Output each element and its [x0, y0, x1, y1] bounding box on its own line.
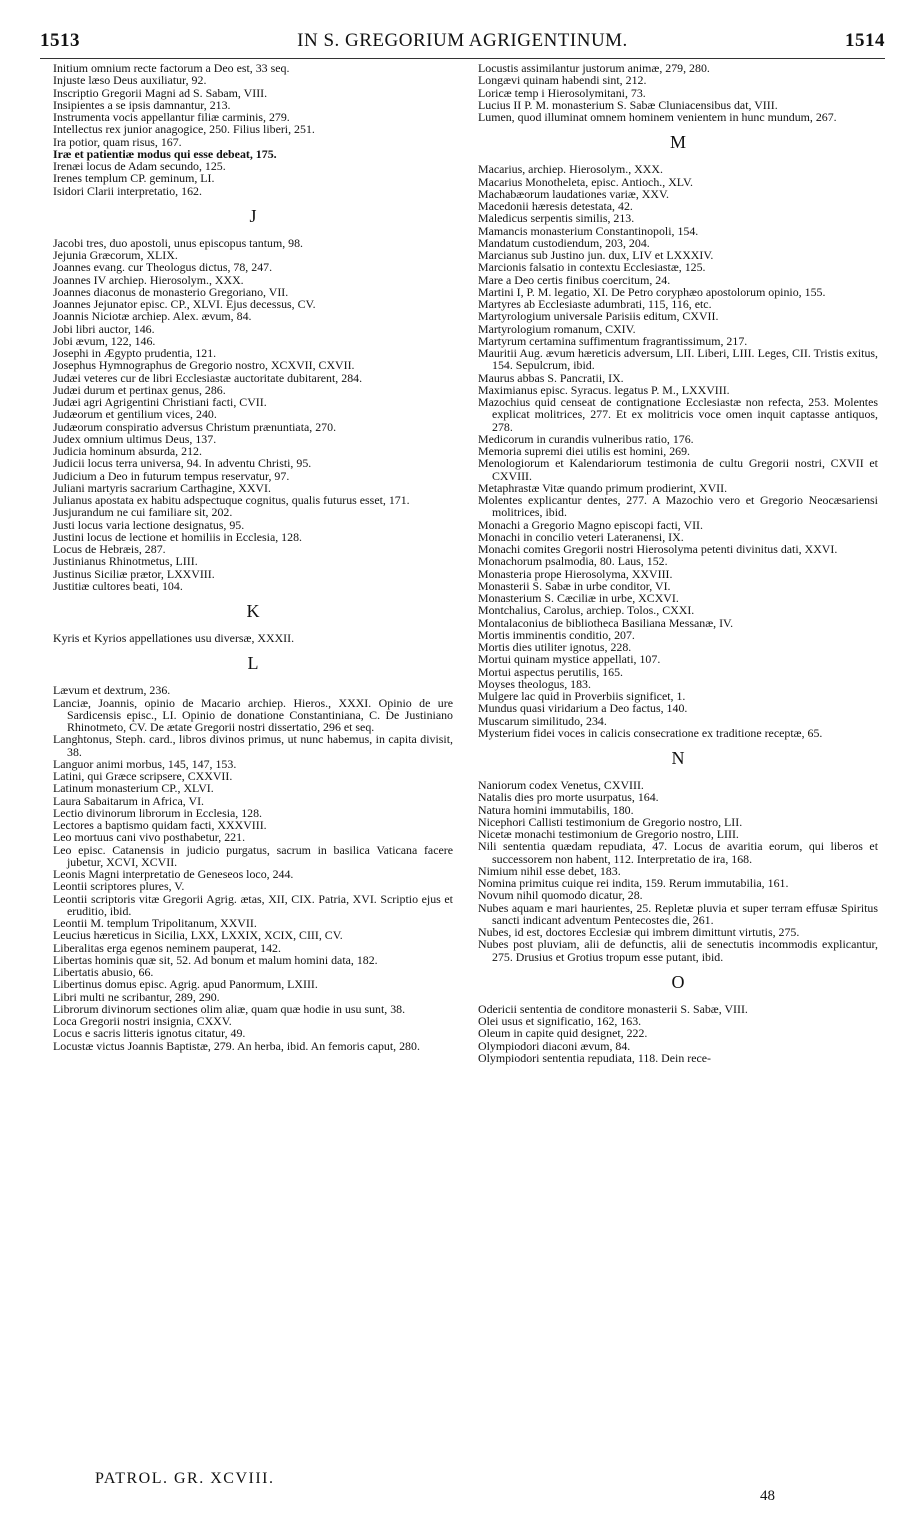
index-entry: Latini, qui Græce scripsere, CXXVII. [53, 769, 233, 783]
index-entry: Libri multi ne scribantur, 289, 290. [53, 989, 220, 1004]
index-entry: Leo episc. Catanensis in judicio purgatus, sacrum in basilica Vaticana facere jubetur, XCVI, XCVII. [53, 842, 453, 869]
index-entry: Loca Gregorii nostri insignia, CXXV. [53, 1014, 232, 1028]
index-entry: Leucius hæreticus in Sicilia, LXX, LXXIX, XCIX, CIII, CV. [53, 928, 343, 943]
index-entry: Mortis imminentis conditio, 207. [478, 627, 635, 642]
index-entry: Montchalius, Carolus, archiep. Tolos., CXXI. [478, 603, 695, 618]
index-entry: Insipientes a se ipsis damnantur, 213. [53, 97, 231, 112]
index-entry: Monachorum psalmodia, 80. Laus, 152. [478, 554, 668, 569]
index-entry: Martyres ab Ecclesiaste adumbrati, 115, 116, etc. [478, 297, 712, 311]
index-letter-heading: N [671, 748, 685, 768]
index-entry: Librorum divinorum sectiones olim aliæ, quam quæ hodie in usu sunt, 38. [53, 1001, 406, 1016]
index-entry: Maledicus serpentis similis, 213. [478, 211, 635, 226]
footer-signature: PATROL. GR. XCVIII. [95, 1470, 275, 1487]
index-entry: Justitiæ cultores beati, 104. [53, 578, 183, 593]
index-entry: Joannis Niciotæ archiep. Alex. ævum, 84. [53, 309, 252, 324]
index-entry: Jacobi tres, duo apostoli, unus episcopus tantum, 98. [53, 235, 304, 250]
index-entry: Nicetæ monachi testimonium de Gregorio nostro, LIII. [478, 827, 739, 841]
index-entry: Nubes aquam e mari haurientes, 25. Repletæ pluvia et super terram effusæ Spiritus sancti indicant adventum Pentecostes die, 261. [478, 900, 878, 927]
index-entry: Kyris et Kyrios appellationes usu diversæ, XXXII. [53, 631, 295, 645]
page-header [40, 30, 885, 56]
index-entry: Leontii scriptores plures, V. [53, 879, 185, 894]
index-entry: Judicii locus terra universa, 94. In adventu Christi, 95. [53, 456, 312, 471]
index-letter-heading: M [669, 132, 686, 153]
index-entry: Liberalitas erga egenos neminem pauperat, 142. [53, 940, 281, 955]
index-entry: Lumen, quod illuminat omnem hominem venientem in hunc mundum, 267. [478, 110, 837, 124]
index-entry: Lectores a baptismo quidam facti, XXXVIII. [53, 818, 267, 832]
index-entry: Natura homini immutabilis, 180. [478, 802, 634, 817]
index-entry: Nomina primitus cuique rei indita, 159. Rerum immutabilia, 161. [478, 876, 789, 890]
index-entry: Juliani martyris sacrarium Carthagine, XXVI. [53, 480, 271, 495]
index-entry: Martyrologium romanum, CXIV. [478, 321, 636, 336]
index-letter-heading: J [249, 205, 257, 226]
index-entry: Longævi quinam habendi sint, 212. [478, 73, 647, 88]
index-entry: Locus de Hebræis, 287. [53, 542, 166, 556]
index-entry: Macarius Monotheleta, episc. Antioch., XLV. [478, 174, 693, 189]
index-entry: Memoria supremi diei utilis est homini, 269. [478, 444, 691, 458]
index-entry: Judicia hominum absurda, 212. [53, 444, 202, 458]
index-entry: Mundus quasi viridarium a Deo factus, 140. [478, 701, 688, 716]
index-entry: Locustæ victus Joannis Baptistæ, 279. An herba, ibid. An femoris caput, 280. [53, 1038, 420, 1053]
index-entry: Marcianus sub Justino jun. dux, LIV et LXXXIV. [478, 248, 714, 262]
index-entry: Maurus abbas S. Pancratii, IX. [478, 370, 624, 385]
index-entry: Menologiorum et Kalendariorum testimonia de cultu Gregorii nostri, CXVII et CXVIII. [478, 456, 878, 483]
index-entry: Olei usus et significatio, 162, 163. [478, 1014, 642, 1028]
index-entry: Oleum in capite quid designet, 222. [478, 1026, 648, 1041]
index-entry: Leontii M. templum Tripolitanum, XXVII. [53, 916, 257, 930]
index-entry: Intellectus rex junior anagogice, 250. Filius liberi, 251. [53, 122, 315, 137]
index-entry: Medicorum in curandis vulneribus ratio, 176. [478, 431, 694, 446]
index-entry: Monasterii S. Sabæ in urbe conditor, VI. [478, 578, 671, 593]
index-entry: Locustis assimilantur justorum animæ, 279, 280. [478, 61, 710, 75]
index-entry: Joannes IV archiep. Hierosolym., XXX. [53, 272, 244, 287]
index-entry: Irenes templum CP. geminum, LI. [53, 171, 215, 186]
index-entry: Jusjurandum ne cui familiare sit, 202. [53, 505, 233, 520]
index-entry: Libertinus domus episc. Agrig. apud Panormum, LXIII. [53, 977, 318, 992]
index-entry: Nili sententia quædam repudiata, 47. Locus de avaritia eorum, qui liberos et successorem non habent, 112. Interpretatio de ira, 168. [478, 839, 878, 866]
index-entry: Moyses theologus, 183. [478, 676, 591, 691]
index-entry: Nubes, id est, doctores Ecclesiæ qui imbrem dimittunt virtutis, 275. [478, 925, 800, 939]
index-entry: Maximianus episc. Syracus. legatus P. M., LXXVIII. [478, 382, 730, 397]
index-entry: Lanciæ, Joannis, opinio de Macario archiep. Hieros., XXXI. Opinio de ure Sardicensis episc., LI. Opinio de donatione Constantiniana, C. De Justiniano Rhinotmeto, CV. De ætate Gregorii nostri dissertatio, 296 et seq. [53, 695, 453, 734]
index-entry: Judæorum conspiratio adversus Christum prænuntiata, 270. [53, 419, 337, 434]
index-entry: Languor animi morbus, 145, 147, 153. [53, 756, 237, 771]
page-number-right: 1514 [845, 30, 885, 51]
index-letter-heading: L [247, 653, 259, 674]
index-entry: Mandatum custodiendum, 203, 204. [478, 235, 650, 250]
index-entry: Injuste læso Deus auxiliatur, 92. [53, 73, 207, 88]
signature-mark: 48 [760, 1488, 775, 1504]
index-entry: Leo mortuus cani vivo posthabetur, 221. [53, 830, 246, 845]
index-entry: Justinus Siciliæ prætor, LXXVIII. [53, 566, 215, 581]
index-entry: Mysterium fidei voces in calicis consecratione ex traditione receptæ, 65. [478, 725, 823, 740]
index-entry: Martyrologium universale Parisiis editum, CXVII. [478, 309, 719, 324]
index-entry: Julianus apostata ex habitu adspectuque cognitus, qualis futurus esset, 171. [53, 493, 410, 507]
index-entry: Marcionis falsatio in contextu Ecclesiastæ, 125. [478, 260, 706, 275]
index-entry: Ira potior, quam risus, 167. [53, 134, 182, 149]
index-entry: Mulgere lac quid in Proverbiis significet, 1. [478, 689, 686, 703]
index-entry: Josephi in Ægypto prudentia, 121. [53, 346, 217, 360]
index-entry: Monachi a Gregorio Magno episcopi facti, VII. [478, 517, 703, 532]
index-entry: Nubes post pluviam, alii de defunctis, alii de senectutis incommodis explicantur, 275. Drusius et Grotius tropum esse putant, ibid. [478, 937, 878, 964]
index-entry: Macedonii hæresis detestata, 42. [478, 199, 633, 213]
index-letter-heading: O [671, 971, 685, 992]
index-entry: Locus e sacris litteris ignotus citatur, 49. [53, 1026, 246, 1041]
index-entry: Lucius II P. M. monasterium S. Sabæ Cluniacensibus dat, VIII. [478, 97, 778, 112]
index-entry: Nicephori Callisti testimonium de Gregorio nostro, LII. [478, 814, 743, 829]
index-entry: Monachi in concilio veteri Lateranensi, IX. [478, 529, 684, 544]
index-entry: Machabæorum laudationes variæ, XXV. [478, 186, 669, 201]
index-entry: Libertas hominis quæ sit, 52. Ad bonum et malum homini data, 182. [53, 952, 378, 967]
header-rule [40, 58, 885, 59]
index-entry: Justini locus de lectione et homiliis in Ecclesia, 128. [53, 529, 302, 544]
index-entry: Mamancis monasterium Constantinopoli, 154. [478, 223, 699, 238]
index-entry: Macarius, archiep. Hierosolym., XXX. [478, 162, 663, 177]
index-entry: Olympiodori diaconi ævum, 84. [478, 1038, 631, 1053]
index-entry: Instrumenta vocis appellantur filiæ carminis, 279. [53, 110, 290, 124]
index-entry: Judæi agri Agrigentini Christiani facti, CVII. [53, 395, 267, 409]
index-column-left [53, 62, 453, 1052]
running-title: IN S. GREGORIUM AGRIGENTINUM. [297, 30, 628, 51]
index-entry: Molentes explicantur dentes, 277. A Mazochio vero et Gregorio Neocæsariensi molitrices, ibid. [478, 493, 878, 520]
index-entry: Natalis dies pro morte usurpatus, 164. [478, 790, 659, 805]
index-entry: Latinum monasterium CP., XLVI. [53, 781, 214, 796]
index-entry: Jobi ævum, 122, 146. [53, 333, 156, 348]
index-entry: Mare a Deo certis finibus coercitum, 24. [478, 272, 671, 287]
index-entry: Olympiodori sententia repudiata, 118. Dein rece- [478, 1050, 711, 1065]
index-entry: Inscriptio Gregorii Magni ad S. Sabam, VIII. [53, 85, 268, 100]
index-entry: Nimium nihil esse debet, 183. [478, 863, 621, 878]
index-entry: Novum nihil quomodo dicatur, 28. [478, 888, 643, 903]
index-entry: Libertatis abusio, 66. [53, 965, 154, 979]
index-entry: Mortui aspectus perutilis, 165. [478, 664, 623, 679]
index-entry: Metaphrastæ Vitæ quando primum prodierint, XVII. [478, 480, 728, 495]
index-entry: Joannes Jejunator episc. CP., XLVI. Ejus decessus, CV. [53, 297, 316, 311]
index-entry: Monachi comites Gregorii nostri Hierosolyma petenti divinitus dati, XXVI. [478, 542, 838, 556]
page-number-left: 1513 [40, 30, 80, 51]
index-entry: Justi locus varia lectione designatus, 95. [53, 517, 245, 532]
index-entry: Leonis Magni interpretatio de Geneseos loco, 244. [53, 867, 294, 881]
index-entry: Judæi durum et pertinax genus, 286. [53, 382, 226, 397]
index-entry: Leontii scriptoris vitæ Gregorii Agrig. ætas, XII, CIX. Patria, XVI. Scriptio ejus et eruditio, ibid. [53, 891, 453, 918]
index-entry: Monasteria prope Hierosolyma, XXVIII. [478, 566, 673, 581]
index-entry: Martini I, P. M. legatio, XI. De Petro coryphæo apostolorum opinio, 155. [478, 284, 826, 299]
index-entry: Judicium a Deo in futurum tempus reservatur, 97. [53, 468, 290, 483]
index-entry: Lævum et dextrum, 236. [53, 683, 171, 698]
index-entry: Loricæ temp i Hierosolymitani, 73. [478, 85, 646, 100]
index-entry: Iræ et patientiæ modus qui esse debeat, 175. [53, 146, 277, 161]
index-column-right [478, 62, 878, 1064]
index-entry: Jejunia Græcorum, XLIX. [53, 248, 178, 262]
index-entry: Naniorum codex Venetus, CXVIII. [478, 778, 644, 792]
index-entry: Joannes evang. cur Theologus dictus, 78, 247. [53, 260, 273, 275]
index-entry: Justinianus Rhinotmetus, LIII. [53, 554, 198, 569]
index-entry: Odericii sententia de conditore monasterii S. Sabæ, VIII. [478, 1001, 748, 1016]
index-entry: Laura Sabaitarum in Africa, VI. [53, 793, 205, 808]
index-entry: Judex omnium ultimus Deus, 137. [53, 431, 217, 446]
index-entry: Initium omnium recte factorum a Deo est, 33 seq. [53, 61, 290, 75]
index-entry: Montalaconius de bibliotheca Basiliana Messanæ, IV. [478, 615, 734, 630]
index-entry: Joannes diaconus de monasterio Gregoriano, VII. [53, 284, 289, 299]
index-entry: Mortis dies utiliter ignotus, 228. [478, 640, 632, 654]
index-letter-heading: K [246, 601, 260, 621]
index-entry: Lectio divinorum librorum in Ecclesia, 128. [53, 805, 263, 820]
index-entry: Mazochius quid censeat de contignatione Ecclesiastæ non refecta, 253. Molentes explicat molitrices, 277. Et ex molitricis voce omen inquit captasse antiquos, 278. [478, 395, 878, 434]
index-entry: Irenæi locus de Adam secundo, 125. [53, 159, 226, 173]
index-entry: Judæorum et gentilium vices, 240. [53, 407, 217, 422]
index-entry: Langhtonus, Steph. card., libros divinos primus, ut nunc habemus, in capita divisit, 38. [53, 732, 453, 759]
index-entry: Martyrum certamina suffimentum fragrantissimum, 217. [478, 333, 748, 348]
index-entry: Mortui quinam mystice appellati, 107. [478, 652, 661, 667]
index-entry: Mauritii Aug. ævum hæreticis adversum, LII. Liberi, LIII. Leges, CII. Tristis exitus, 154. Sepulcrum, ibid. [478, 346, 878, 373]
index-entry: Judæi veteres cur de libri Ecclesiastæ auctoritate dubitarent, 284. [53, 370, 363, 385]
index-entry: Monasterium S. Cæciliæ in urbe, XCXVI. [478, 591, 679, 605]
index-entry: Jobi libri auctor, 146. [53, 321, 155, 336]
index-entry: Muscarum similitudo, 234. [478, 713, 607, 728]
index-entry: Isidori Clarii interpretatio, 162. [53, 183, 202, 198]
index-entry: Josephus Hymnographus de Gregorio nostro, XCXVII, CXVII. [53, 358, 355, 373]
